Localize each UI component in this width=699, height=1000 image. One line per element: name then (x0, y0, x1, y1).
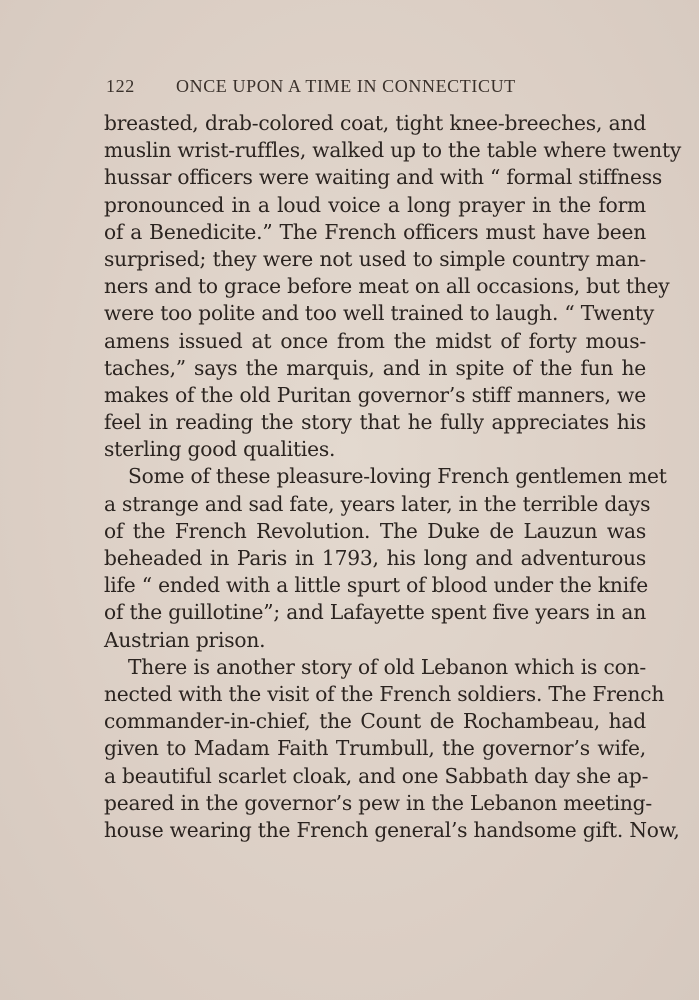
text-line: a beautiful scarlet cloak, and one Sabbath day she ap- (104, 763, 649, 788)
text-line: life “ ended with a little spurt of blood under the knife (104, 573, 648, 598)
text-line: were too polite and too well trained to laugh. “ Twenty (104, 301, 655, 326)
body-text (104, 110, 682, 844)
text-line: of the French Revolution. The Duke de Lauzun was (104, 518, 646, 543)
text-line: nected with the visit of the French soldiers. The French (104, 681, 665, 706)
running-title: ONCE UPON A TIME IN CONNECTICUT (176, 76, 516, 96)
text-line: breasted, drab-colored coat, tight knee-breeches, and (104, 111, 646, 135)
text-line: feel in reading the story that he fully appreciates his (104, 410, 646, 435)
text-line: muslin wrist-ruffles, walked up to the table where twenty (104, 138, 682, 163)
text-line: a strange and sad fate, years later, in the terrible days (104, 491, 651, 516)
text-line: beheaded in Paris in 1793, his long and adventurous (104, 546, 646, 570)
paragraph-end-line: Austrian prison. (104, 627, 266, 652)
text-line: peared in the governor’s pew in the Lebanon meeting- (104, 790, 653, 815)
text-line: commander-in-chief, the Count de Rochambeau, had (104, 709, 646, 734)
text-line: taches,” says the marquis, and in spite of the fun he (104, 355, 646, 380)
text-line: ners and to grace before meat on all occasions, but they (104, 274, 670, 299)
running-head (106, 76, 646, 102)
text-line: surprised; they were not used to simple country man- (104, 246, 646, 271)
paragraph-end-line: sterling good qualities. (104, 437, 336, 462)
paragraph-start-line: Some of these pleasure-loving French gentlemen met (128, 464, 667, 489)
text-line: of a Benedicite.” The French officers must have been (104, 219, 646, 244)
text-line: amens issued at once from the midst of forty mous- (104, 328, 646, 353)
page-number: 122 (106, 76, 135, 96)
paragraph-start-line: There is another story of old Lebanon which is con- (128, 654, 646, 679)
text-line: given to Madam Faith Trumbull, the governor’s wife, (104, 736, 646, 761)
text-line: house wearing the French general’s handsome gift. Now, (104, 817, 680, 842)
text-line: of the guillotine”; and Lafayette spent five years in an (104, 600, 646, 625)
text-line: hussar officers were waiting and with “ formal stiffness (104, 165, 663, 190)
text-line: makes of the old Puritan governor’s stiff manners, we (104, 382, 646, 407)
text-line: pronounced in a loud voice a long prayer in the form (104, 192, 646, 217)
